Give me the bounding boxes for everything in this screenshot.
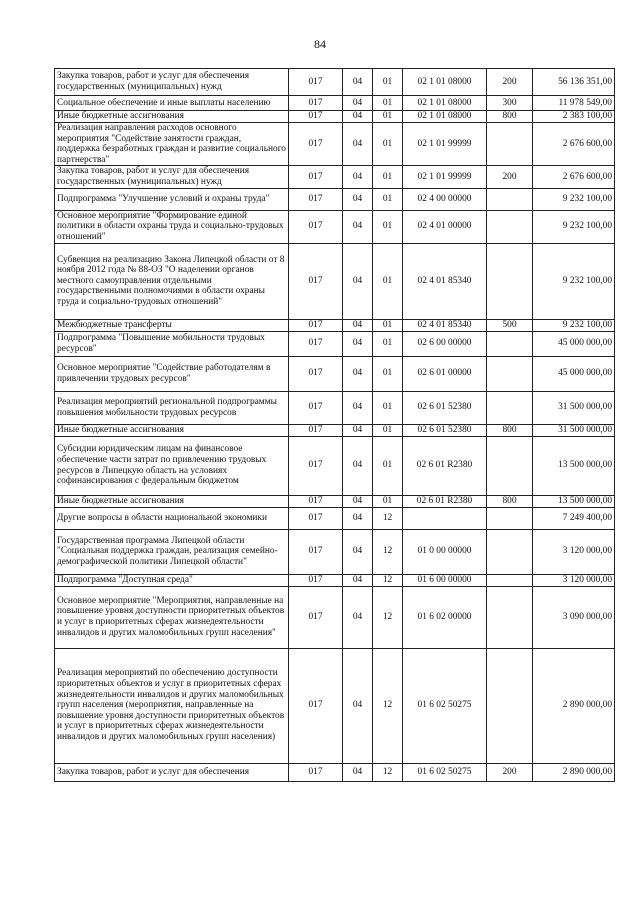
cell-amount: 9 232 100,00 bbox=[533, 188, 615, 210]
cell-csr: 01 6 02 00000 bbox=[403, 586, 487, 648]
cell-amount: 2 676 600,00 bbox=[533, 166, 615, 188]
cell-name: Межбюджетные трансферты bbox=[55, 319, 289, 331]
table-row bbox=[55, 529, 615, 574]
cell-pr: 01 bbox=[373, 123, 403, 166]
cell-grbs: 017 bbox=[289, 111, 343, 123]
cell-rz: 04 bbox=[343, 166, 373, 188]
cell-pr: 01 bbox=[373, 166, 403, 188]
cell-rz: 04 bbox=[343, 96, 373, 111]
cell-name: Подпрограмма "Доступная среда" bbox=[55, 574, 289, 586]
page-number: 84 bbox=[314, 37, 326, 51]
cell-grbs: 017 bbox=[289, 331, 343, 356]
table-row bbox=[55, 436, 615, 495]
cell-amount: 11 978 549,00 bbox=[533, 96, 615, 111]
cell-vr bbox=[487, 243, 533, 319]
cell-rz: 04 bbox=[343, 529, 373, 574]
cell-vr: 200 bbox=[487, 166, 533, 188]
budget-table bbox=[54, 68, 615, 782]
cell-pr: 01 bbox=[373, 391, 403, 424]
cell-rz: 04 bbox=[343, 188, 373, 210]
cell-name: Иные бюджетные ассигнования bbox=[55, 424, 289, 436]
cell-csr: 02 6 01 R2380 bbox=[403, 495, 487, 507]
cell-name: Основное мероприятие "Формирование единой политики в области охраны труда и социально-трудовых отношений" bbox=[55, 210, 289, 243]
cell-rz: 04 bbox=[343, 495, 373, 507]
cell-vr bbox=[487, 188, 533, 210]
cell-pr: 12 bbox=[373, 529, 403, 574]
cell-grbs: 017 bbox=[289, 529, 343, 574]
table-row bbox=[55, 188, 615, 210]
cell-rz: 04 bbox=[343, 436, 373, 495]
cell-amount: 45 000 000,00 bbox=[533, 331, 615, 356]
cell-grbs: 017 bbox=[289, 123, 343, 166]
cell-name: Реализация направления расходов основного мероприятия "Содействие занятости граждан, поддержка безработных граждан и развитие социального партнерства" bbox=[55, 123, 289, 166]
cell-csr: 02 6 00 00000 bbox=[403, 331, 487, 356]
cell-rz: 04 bbox=[343, 123, 373, 166]
cell-amount: 56 136 351,00 bbox=[533, 69, 615, 96]
cell-grbs: 017 bbox=[289, 356, 343, 391]
cell-amount: 3 120 000,00 bbox=[533, 574, 615, 586]
cell-amount: 2 890 000,00 bbox=[533, 648, 615, 763]
cell-pr: 01 bbox=[373, 436, 403, 495]
cell-name: Закупка товаров, работ и услуг для обеспечения bbox=[55, 763, 289, 781]
cell-rz: 04 bbox=[343, 210, 373, 243]
cell-vr: 200 bbox=[487, 69, 533, 96]
cell-vr: 500 bbox=[487, 319, 533, 331]
cell-name: Основное мероприятие "Содействие работодателям в привлечении трудовых ресурсов" bbox=[55, 356, 289, 391]
cell-name: Подпрограмма "Повышение мобильности трудовых ресурсов" bbox=[55, 331, 289, 356]
cell-pr: 12 bbox=[373, 574, 403, 586]
cell-name: Иные бюджетные ассигнования bbox=[55, 495, 289, 507]
cell-csr: 02 1 01 99999 bbox=[403, 123, 487, 166]
cell-csr: 02 1 01 08000 bbox=[403, 69, 487, 96]
cell-rz: 04 bbox=[343, 574, 373, 586]
table-row bbox=[55, 96, 615, 111]
cell-csr: 01 6 02 50275 bbox=[403, 648, 487, 763]
cell-csr: 02 6 01 52380 bbox=[403, 391, 487, 424]
cell-csr: 02 4 01 00000 bbox=[403, 210, 487, 243]
cell-name: Другие вопросы в области национальной экономики bbox=[55, 507, 289, 529]
cell-csr: 02 6 01 52380 bbox=[403, 424, 487, 436]
cell-grbs: 017 bbox=[289, 243, 343, 319]
table-row bbox=[55, 210, 615, 243]
cell-pr: 01 bbox=[373, 495, 403, 507]
cell-grbs: 017 bbox=[289, 763, 343, 781]
cell-pr: 12 bbox=[373, 507, 403, 529]
cell-vr bbox=[487, 507, 533, 529]
cell-rz: 04 bbox=[343, 356, 373, 391]
cell-grbs: 017 bbox=[289, 188, 343, 210]
cell-csr: 02 1 01 99999 bbox=[403, 166, 487, 188]
cell-vr: 300 bbox=[487, 96, 533, 111]
cell-vr: 200 bbox=[487, 763, 533, 781]
cell-name: Субсидии юридическим лицам на финансовое обеспечение части затрат по привлечению трудовых ресурсов в Липецкую область на условиях софинансирования с федеральным бюджетом bbox=[55, 436, 289, 495]
cell-grbs: 017 bbox=[289, 391, 343, 424]
cell-grbs: 017 bbox=[289, 424, 343, 436]
cell-vr bbox=[487, 586, 533, 648]
cell-csr: 01 6 02 50275 bbox=[403, 763, 487, 781]
cell-name: Подпрограмма "Улучшение условий и охраны труда" bbox=[55, 188, 289, 210]
cell-amount: 2 383 100,00 bbox=[533, 111, 615, 123]
cell-amount: 9 232 100,00 bbox=[533, 243, 615, 319]
table-row bbox=[55, 495, 615, 507]
cell-vr bbox=[487, 356, 533, 391]
cell-grbs: 017 bbox=[289, 319, 343, 331]
cell-rz: 04 bbox=[343, 763, 373, 781]
cell-name: Иные бюджетные ассигнования bbox=[55, 111, 289, 123]
cell-rz: 04 bbox=[343, 424, 373, 436]
cell-csr: 02 6 01 00000 bbox=[403, 356, 487, 391]
cell-pr: 01 bbox=[373, 424, 403, 436]
cell-name: Закупка товаров, работ и услуг для обеспечения государственных (муниципальных) нужд bbox=[55, 166, 289, 188]
cell-amount: 9 232 100,00 bbox=[533, 210, 615, 243]
table-row bbox=[55, 507, 615, 529]
cell-grbs: 017 bbox=[289, 648, 343, 763]
cell-amount: 45 000 000,00 bbox=[533, 356, 615, 391]
cell-vr bbox=[487, 331, 533, 356]
cell-grbs: 017 bbox=[289, 507, 343, 529]
cell-pr: 12 bbox=[373, 586, 403, 648]
cell-amount: 3 120 000,00 bbox=[533, 529, 615, 574]
cell-vr bbox=[487, 436, 533, 495]
cell-vr: 800 bbox=[487, 111, 533, 123]
cell-pr: 01 bbox=[373, 188, 403, 210]
cell-pr: 12 bbox=[373, 763, 403, 781]
cell-vr bbox=[487, 529, 533, 574]
cell-pr: 01 bbox=[373, 319, 403, 331]
table-row bbox=[55, 586, 615, 648]
cell-name: Государственная программа Липецкой области "Социальная поддержка граждан, реализация семейно-демографической политики Липецкой области" bbox=[55, 529, 289, 574]
cell-pr: 01 bbox=[373, 356, 403, 391]
cell-rz: 04 bbox=[343, 243, 373, 319]
table-row bbox=[55, 356, 615, 391]
table-row bbox=[55, 243, 615, 319]
cell-csr: 01 0 00 00000 bbox=[403, 529, 487, 574]
cell-rz: 04 bbox=[343, 507, 373, 529]
cell-csr: 01 6 00 00000 bbox=[403, 574, 487, 586]
cell-amount: 13 500 000,00 bbox=[533, 436, 615, 495]
cell-vr bbox=[487, 574, 533, 586]
cell-rz: 04 bbox=[343, 69, 373, 96]
table-row bbox=[55, 763, 615, 781]
cell-pr: 01 bbox=[373, 331, 403, 356]
cell-amount: 9 232 100,00 bbox=[533, 319, 615, 331]
cell-name: Субвенция на реализацию Закона Липецкой области от 8 ноября 2012 года № 88-ОЗ "О наделении органов местного самоуправления отдельными государственными полномочиями в области охраны труда и социально-трудовых отношений" bbox=[55, 243, 289, 319]
cell-vr bbox=[487, 648, 533, 763]
table-row bbox=[55, 648, 615, 763]
cell-name: Реализация мероприятий по обеспечению доступности приоритетных объектов и услуг в приоритетных сферах жизнедеятельности инвалидов и других маломобильных групп населения (мероприятия, направленные на повышение уровня доступности приоритетных объектов и услуг в приоритетных сферах жизнедеятельности инвалидов и других маломобильных групп населения) bbox=[55, 648, 289, 763]
table-row bbox=[55, 424, 615, 436]
cell-rz: 04 bbox=[343, 586, 373, 648]
cell-grbs: 017 bbox=[289, 574, 343, 586]
cell-grbs: 017 bbox=[289, 166, 343, 188]
table-row bbox=[55, 391, 615, 424]
cell-amount: 2 676 600,00 bbox=[533, 123, 615, 166]
cell-rz: 04 bbox=[343, 391, 373, 424]
cell-csr: 02 4 01 85340 bbox=[403, 319, 487, 331]
table-row bbox=[55, 319, 615, 331]
cell-amount: 3 090 000,00 bbox=[533, 586, 615, 648]
cell-grbs: 017 bbox=[289, 210, 343, 243]
cell-rz: 04 bbox=[343, 648, 373, 763]
cell-rz: 04 bbox=[343, 331, 373, 356]
cell-name: Социальное обеспечение и иные выплаты населению bbox=[55, 96, 289, 111]
cell-csr: 02 4 00 00000 bbox=[403, 188, 487, 210]
cell-grbs: 017 bbox=[289, 96, 343, 111]
cell-vr bbox=[487, 123, 533, 166]
cell-amount: 31 500 000,00 bbox=[533, 391, 615, 424]
table-row bbox=[55, 69, 615, 96]
cell-csr: 02 1 01 08000 bbox=[403, 111, 487, 123]
cell-csr: 02 1 01 08000 bbox=[403, 96, 487, 111]
cell-rz: 04 bbox=[343, 111, 373, 123]
cell-pr: 01 bbox=[373, 243, 403, 319]
cell-grbs: 017 bbox=[289, 436, 343, 495]
cell-amount: 31 500 000,00 bbox=[533, 424, 615, 436]
cell-pr: 12 bbox=[373, 648, 403, 763]
cell-csr: 02 4 01 85340 bbox=[403, 243, 487, 319]
cell-pr: 01 bbox=[373, 111, 403, 123]
cell-amount: 13 500 000,00 bbox=[533, 495, 615, 507]
cell-csr bbox=[403, 507, 487, 529]
cell-amount: 7 249 400,00 bbox=[533, 507, 615, 529]
cell-pr: 01 bbox=[373, 69, 403, 96]
table-row bbox=[55, 123, 615, 166]
cell-name: Основное мероприятие "Мероприятия, направленные на повышение уровня доступности приоритетных объектов и услуг в приоритетных сферах жизнедеятельности инвалидов и других маломобильных групп населения" bbox=[55, 586, 289, 648]
cell-pr: 01 bbox=[373, 96, 403, 111]
table-row bbox=[55, 574, 615, 586]
table-row bbox=[55, 331, 615, 356]
cell-grbs: 017 bbox=[289, 586, 343, 648]
cell-amount: 2 890 000,00 bbox=[533, 763, 615, 781]
cell-pr: 01 bbox=[373, 210, 403, 243]
cell-grbs: 017 bbox=[289, 69, 343, 96]
cell-grbs: 017 bbox=[289, 495, 343, 507]
cell-vr: 800 bbox=[487, 495, 533, 507]
table-row bbox=[55, 111, 615, 123]
cell-vr bbox=[487, 210, 533, 243]
cell-name: Реализация мероприятий региональной подпрограммы повышения мобильности трудовых ресурсов bbox=[55, 391, 289, 424]
cell-csr: 02 6 01 R2380 bbox=[403, 436, 487, 495]
cell-vr: 800 bbox=[487, 424, 533, 436]
table-row bbox=[55, 166, 615, 188]
cell-name: Закупка товаров, работ и услуг для обеспечения государственных (муниципальных) нужд bbox=[55, 69, 289, 96]
cell-rz: 04 bbox=[343, 319, 373, 331]
cell-vr bbox=[487, 391, 533, 424]
